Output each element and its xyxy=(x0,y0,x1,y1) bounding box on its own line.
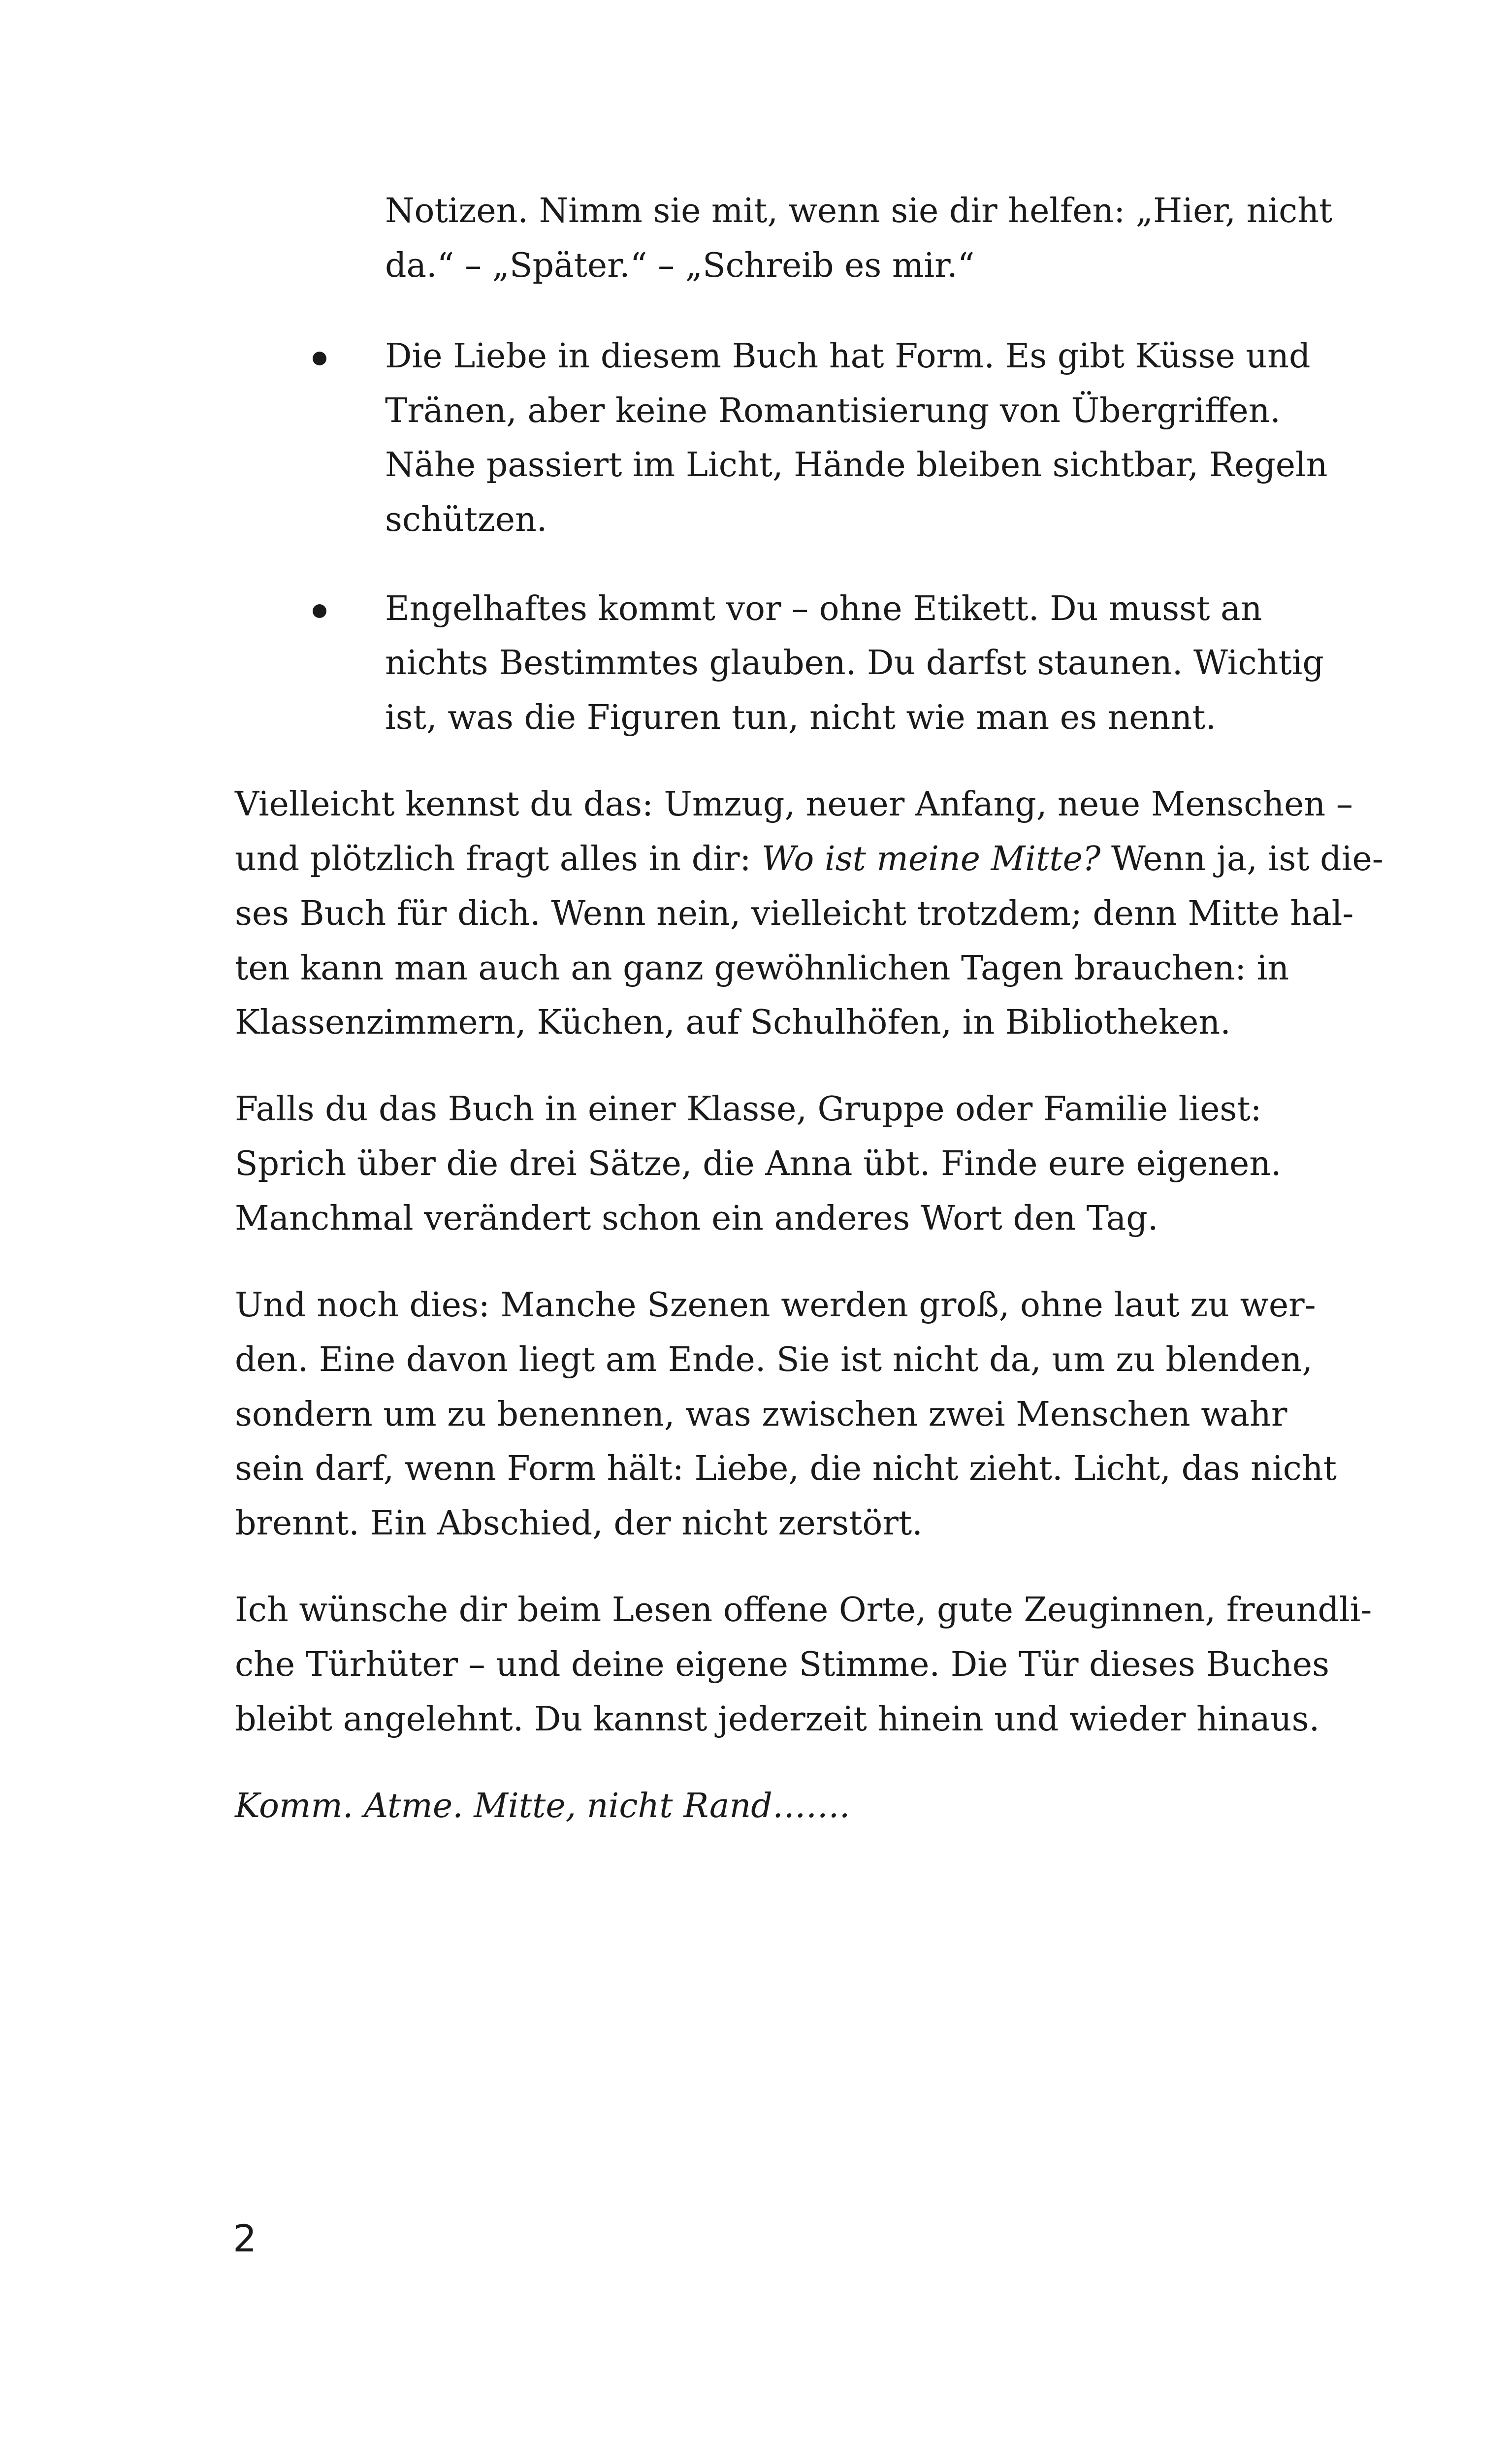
text-line: che Türhüter – und deine eigene Stimme. Die Tür dieses Buches xyxy=(235,1645,1330,1684)
text-line: Klassenzimmern, Küchen, auf Schulhöfen, in Bibliotheken. xyxy=(235,1003,1231,1042)
text-line: brennt. Ein Abschied, der nicht zerstört. xyxy=(235,1504,923,1543)
text-line: bleibt angelehnt. Du kannst jederzeit hinein und wieder hinaus. xyxy=(235,1700,1320,1739)
text-line: Nähe passiert im Licht, Hände bleiben sichtbar, Regeln xyxy=(385,446,1328,485)
text-line: da.“ – „Später.“ – „Schreib es mir.“ xyxy=(385,246,975,285)
text-line: sein darf, wenn Form hält: Liebe, die nicht zieht. Licht, das nicht xyxy=(235,1449,1337,1488)
bullet-marker xyxy=(313,352,326,365)
italic-question: Wo ist meine Mitte? xyxy=(762,840,1101,879)
text-line: den. Eine davon liegt am Ende. Sie ist nicht da, um zu blenden, xyxy=(235,1340,1313,1379)
text-line: Die Liebe in diesem Buch hat Form. Es gibt Küsse und xyxy=(385,337,1311,376)
text-line: ist, was die Figuren tun, nicht wie man es nennt. xyxy=(385,698,1217,737)
text-line: Vielleicht kennst du das: Umzug, neuer Anfang, neue Menschen – xyxy=(235,785,1353,824)
text-line: Notizen. Nimm sie mit, wenn sie dir helfen: „Hier, nicht xyxy=(385,192,1333,230)
bullet-marker xyxy=(313,604,326,618)
text-line: ses Buch für dich. Wenn nein, vielleicht trotzdem; denn Mitte hal- xyxy=(235,894,1354,933)
text-line: Sprich über die drei Sätze, die Anna übt. Finde eure eigenen. xyxy=(235,1144,1282,1183)
text-line: schützen. xyxy=(385,500,547,539)
text-line: Und noch dies: Manche Szenen werden groß, ohne laut zu wer- xyxy=(235,1286,1316,1325)
page-number: 2 xyxy=(233,2216,257,2260)
text-line: Tränen, aber keine Romantisierung von Übergriffen. xyxy=(385,391,1281,430)
text-line: Ich wünsche dir beim Lesen offene Orte, gute Zeuginnen, freundli- xyxy=(235,1591,1372,1629)
text-line: Engelhaftes kommt vor – ohne Etikett. Du musst an xyxy=(385,589,1262,628)
text-span: und plötzlich fragt alles in dir: xyxy=(235,840,762,879)
text-span: Wenn ja, ist die- xyxy=(1100,840,1383,879)
text-line: Falls du das Buch in einer Klasse, Gruppe oder Familie liest: xyxy=(235,1090,1262,1129)
closing-line: Komm. Atme. Mitte, nicht Rand……. xyxy=(235,1787,850,1825)
text-line xyxy=(235,840,1383,879)
text-line: nichts Bestimmtes glauben. Du darfst staunen. Wichtig xyxy=(385,644,1324,683)
text-line: sondern um zu benennen, was zwischen zwei Menschen wahr xyxy=(235,1395,1287,1434)
text-line: ten kann man auch an ganz gewöhnlichen Tagen brauchen: in xyxy=(235,949,1289,988)
text-line: Manchmal verändert schon ein anderes Wort den Tag. xyxy=(235,1199,1158,1238)
